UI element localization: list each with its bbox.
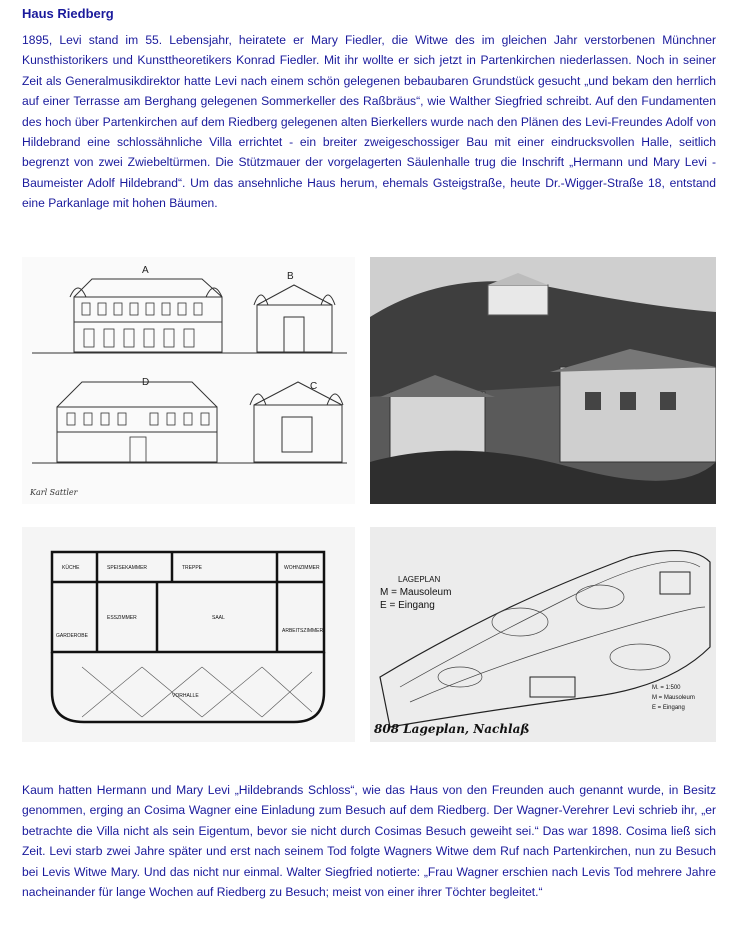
room-label: VORHALLE (172, 693, 199, 699)
room-label: ARBEITSZIMMER (282, 628, 324, 634)
siteplan-legend-e-small: E = Eingang (652, 705, 685, 711)
elevation-label-a: A (142, 265, 149, 276)
page-title: Haus Riedberg (22, 6, 114, 21)
siteplan-legend-m: M = Mausoleum (380, 587, 452, 598)
room-label: ESSZIMMER (107, 615, 137, 621)
elevation-label-c: C (310, 381, 318, 392)
room-label: WOHNZIMMER (284, 565, 320, 571)
elevation-label-b: B (287, 271, 294, 282)
siteplan-caption: 808 Lageplan, Nachlaß (374, 722, 530, 736)
floor-plan-image (22, 527, 355, 742)
room-label: KÜCHE (62, 565, 80, 571)
room-label: GARDEROBE (56, 633, 88, 639)
siteplan-legend-m-small: M = Mausoleum (652, 695, 695, 701)
room-label: SAAL (212, 615, 225, 621)
siteplan-legend-e: E = Eingang (380, 600, 435, 611)
elevation-drawings-image (22, 257, 355, 504)
villa-photo-image (370, 257, 716, 504)
room-label: SPEISEKAMMER (107, 565, 148, 571)
architect-signature: Karl Sattler (30, 488, 78, 497)
closing-paragraph: Kaum hatten Hermann und Mary Levi „Hildebrands Schloss“, wie das Haus von den Freunden auch genannt wurde, in Besitz genommen, erging an Cosima Wagner eine Einladung zum Besuch auf dem Riedberg. Der Wagner-Verehrer Levi schrieb ihr, „er betrachte die Villa nicht als sein Eigentum, bevor sie nicht durch Cosimas Besuch geweiht sei.“ Das war 1898. Cosima ließ sich Zeit. Levi starb zwei Jahre später und erst nach seinem Tod folgte Wagners Witwe dem Ruf nach Partenkirchen, nun zu Besuch bei Levis Witwe Mary. Und das nicht nur einmal. Walter Siegfried notierte: „Frau Wagner erschien nach Levis Tod mehrere Jahre nacheinander für lange Wochen auf Riedberg zu Besuch; meist von einer ihrer Töchter begleitet.“ (22, 783, 716, 900)
siteplan-scale: M. = 1:500 (652, 685, 681, 691)
room-label: TREPPE (182, 565, 203, 571)
intro-paragraph: 1895, Levi stand im 55. Lebensjahr, heiratete er Mary Fiedler, die Witwe des im gleichen Jahr verstorbenen Münchner Kunsthistorikers und Kunsttheoretikers Konrad Fiedler. Mit ihr wollte er sich jetzt in Partenkirchen niederlassen. Noch in seiner Zeit als Generalmusikdirektor hatte Levi nach einem schön gelegenen bebaubaren Grundstück gesucht „und bekam den herrlich auf einer Terrasse am Berghang gelegenen Sommerkeller des Raßbräus“, wie Walther Siegfried schreibt. Auf den Fundamenten des hoch über Partenkirchen auf dem Riedberg gelegenen alten Bierkellers wurde nach den Plänen des Levi-Freundes Adolf von Hildebrand eine schlossähnliche Villa errichtet - ein breiter zweigeschossiger Bau mit einer eindrucksvollen Halle, seitlich begrenzt von zwei Zwiebeltürmen. Die Stützmauer der vorgelagerten Säulenhalle trug die Inschrift „Hermann und Mary Levi - Baumeister Adolf Hildebrand“. Um das ansehnliche Haus herum, ehemals Gsteigstraße, heute Dr.-Wigger-Straße 18, entstand eine Parkanlage mit hohen Bäumen. (22, 33, 716, 211)
elevation-label-d: D (142, 377, 150, 388)
siteplan-legend-title: LAGEPLAN (398, 575, 441, 584)
site-plan-image (370, 527, 716, 742)
